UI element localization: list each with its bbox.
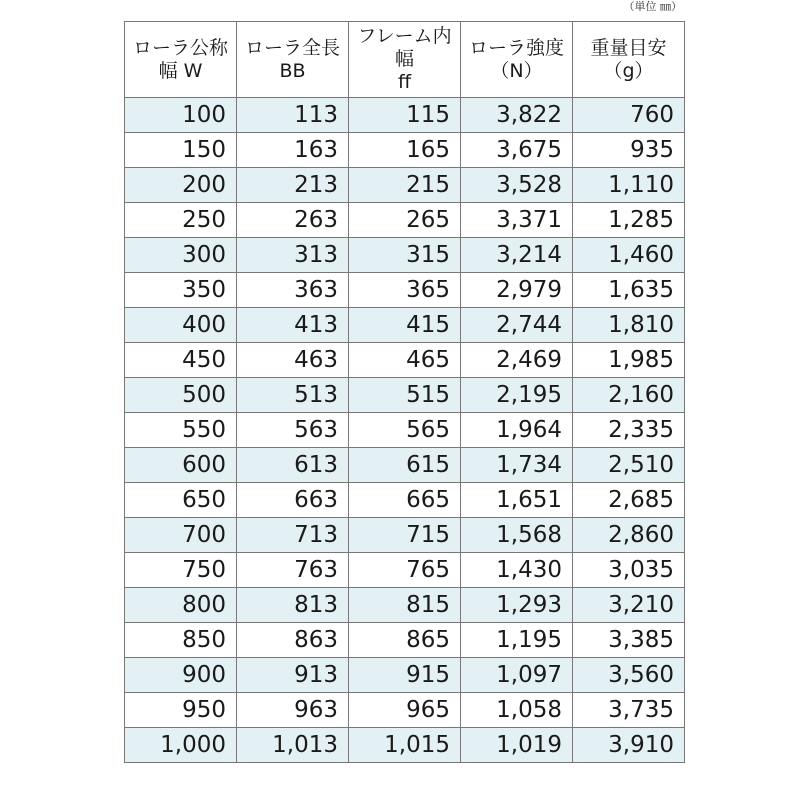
cell-total-length: 263 (237, 203, 349, 238)
cell-total-length: 913 (237, 658, 349, 693)
cell-weight: 2,335 (573, 413, 685, 448)
cell-total-length: 163 (237, 133, 349, 168)
cell-roller-strength: 1,430 (461, 553, 573, 588)
cell-roller-strength: 1,097 (461, 658, 573, 693)
cell-weight: 3,735 (573, 693, 685, 728)
table-row (125, 273, 685, 308)
cell-roller-strength: 3,528 (461, 168, 573, 203)
cell-roller-strength: 1,293 (461, 588, 573, 623)
table-row (125, 308, 685, 343)
cell-roller-strength: 3,822 (461, 98, 573, 133)
cell-total-length: 563 (237, 413, 349, 448)
table-row (125, 693, 685, 728)
cell-weight: 760 (573, 98, 685, 133)
table-row (125, 623, 685, 658)
cell-frame-inner-width: 515 (349, 378, 461, 413)
cell-nominal-width: 550 (125, 413, 237, 448)
cell-total-length: 463 (237, 343, 349, 378)
header-weight: 重量目安 （g） (573, 22, 685, 98)
cell-nominal-width: 350 (125, 273, 237, 308)
table-row (125, 168, 685, 203)
table-row (125, 133, 685, 168)
cell-total-length: 213 (237, 168, 349, 203)
cell-weight: 3,385 (573, 623, 685, 658)
cell-total-length: 1,013 (237, 728, 349, 763)
cell-weight: 1,285 (573, 203, 685, 238)
cell-roller-strength: 2,979 (461, 273, 573, 308)
cell-roller-strength: 1,964 (461, 413, 573, 448)
table-row (125, 413, 685, 448)
cell-roller-strength: 3,675 (461, 133, 573, 168)
cell-nominal-width: 300 (125, 238, 237, 273)
table-row (125, 518, 685, 553)
cell-frame-inner-width: 465 (349, 343, 461, 378)
cell-frame-inner-width: 815 (349, 588, 461, 623)
cell-frame-inner-width: 915 (349, 658, 461, 693)
cell-roller-strength: 1,019 (461, 728, 573, 763)
cell-total-length: 363 (237, 273, 349, 308)
cell-total-length: 613 (237, 448, 349, 483)
cell-nominal-width: 800 (125, 588, 237, 623)
table-row (125, 553, 685, 588)
cell-total-length: 113 (237, 98, 349, 133)
cell-weight: 3,210 (573, 588, 685, 623)
cell-weight: 2,160 (573, 378, 685, 413)
cell-roller-strength: 2,469 (461, 343, 573, 378)
header-roller-strength: ローラ強度 （N） (461, 22, 573, 98)
cell-frame-inner-width: 415 (349, 308, 461, 343)
header-nominal-width: ローラ公称 幅 W (125, 22, 237, 98)
cell-frame-inner-width: 865 (349, 623, 461, 658)
cell-nominal-width: 700 (125, 518, 237, 553)
cell-nominal-width: 650 (125, 483, 237, 518)
cell-weight: 2,685 (573, 483, 685, 518)
header-total-length: ローラ全長 BB (237, 22, 349, 98)
cell-frame-inner-width: 165 (349, 133, 461, 168)
cell-total-length: 813 (237, 588, 349, 623)
cell-weight: 2,510 (573, 448, 685, 483)
table-row (125, 203, 685, 238)
cell-frame-inner-width: 565 (349, 413, 461, 448)
cell-total-length: 713 (237, 518, 349, 553)
cell-total-length: 513 (237, 378, 349, 413)
cell-roller-strength: 3,371 (461, 203, 573, 238)
cell-total-length: 413 (237, 308, 349, 343)
table-row (125, 98, 685, 133)
cell-total-length: 663 (237, 483, 349, 518)
unit-note: （単位 ㎜） (623, 0, 682, 13)
cell-roller-strength: 3,214 (461, 238, 573, 273)
cell-weight: 2,860 (573, 518, 685, 553)
cell-weight: 1,635 (573, 273, 685, 308)
cell-weight: 3,910 (573, 728, 685, 763)
table-row (125, 448, 685, 483)
cell-roller-strength: 1,058 (461, 693, 573, 728)
cell-frame-inner-width: 665 (349, 483, 461, 518)
cell-frame-inner-width: 615 (349, 448, 461, 483)
roller-spec-table (124, 21, 685, 763)
cell-total-length: 763 (237, 553, 349, 588)
cell-nominal-width: 850 (125, 623, 237, 658)
cell-nominal-width: 450 (125, 343, 237, 378)
cell-frame-inner-width: 115 (349, 98, 461, 133)
cell-roller-strength: 1,568 (461, 518, 573, 553)
table-row (125, 483, 685, 518)
cell-frame-inner-width: 365 (349, 273, 461, 308)
cell-total-length: 863 (237, 623, 349, 658)
cell-roller-strength: 1,651 (461, 483, 573, 518)
cell-weight: 1,460 (573, 238, 685, 273)
table-row (125, 588, 685, 623)
cell-frame-inner-width: 765 (349, 553, 461, 588)
table-row (125, 728, 685, 763)
cell-total-length: 963 (237, 693, 349, 728)
cell-frame-inner-width: 1,015 (349, 728, 461, 763)
cell-frame-inner-width: 215 (349, 168, 461, 203)
table-row (125, 658, 685, 693)
cell-roller-strength: 1,195 (461, 623, 573, 658)
table-header-row (125, 22, 685, 98)
cell-nominal-width: 250 (125, 203, 237, 238)
cell-total-length: 313 (237, 238, 349, 273)
cell-nominal-width: 900 (125, 658, 237, 693)
cell-weight: 1,110 (573, 168, 685, 203)
cell-weight: 3,035 (573, 553, 685, 588)
cell-weight: 1,810 (573, 308, 685, 343)
cell-frame-inner-width: 715 (349, 518, 461, 553)
table-row (125, 343, 685, 378)
cell-nominal-width: 400 (125, 308, 237, 343)
table-row (125, 378, 685, 413)
cell-nominal-width: 150 (125, 133, 237, 168)
cell-nominal-width: 600 (125, 448, 237, 483)
cell-nominal-width: 100 (125, 98, 237, 133)
cell-weight: 935 (573, 133, 685, 168)
cell-frame-inner-width: 265 (349, 203, 461, 238)
cell-nominal-width: 500 (125, 378, 237, 413)
cell-frame-inner-width: 315 (349, 238, 461, 273)
cell-nominal-width: 200 (125, 168, 237, 203)
cell-nominal-width: 1,000 (125, 728, 237, 763)
cell-roller-strength: 1,734 (461, 448, 573, 483)
cell-weight: 3,560 (573, 658, 685, 693)
cell-roller-strength: 2,195 (461, 378, 573, 413)
cell-nominal-width: 750 (125, 553, 237, 588)
cell-nominal-width: 950 (125, 693, 237, 728)
table-body (125, 98, 685, 763)
cell-weight: 1,985 (573, 343, 685, 378)
header-frame-inner-width: フレーム内幅 ff (349, 22, 461, 98)
cell-roller-strength: 2,744 (461, 308, 573, 343)
table-row (125, 238, 685, 273)
cell-frame-inner-width: 965 (349, 693, 461, 728)
